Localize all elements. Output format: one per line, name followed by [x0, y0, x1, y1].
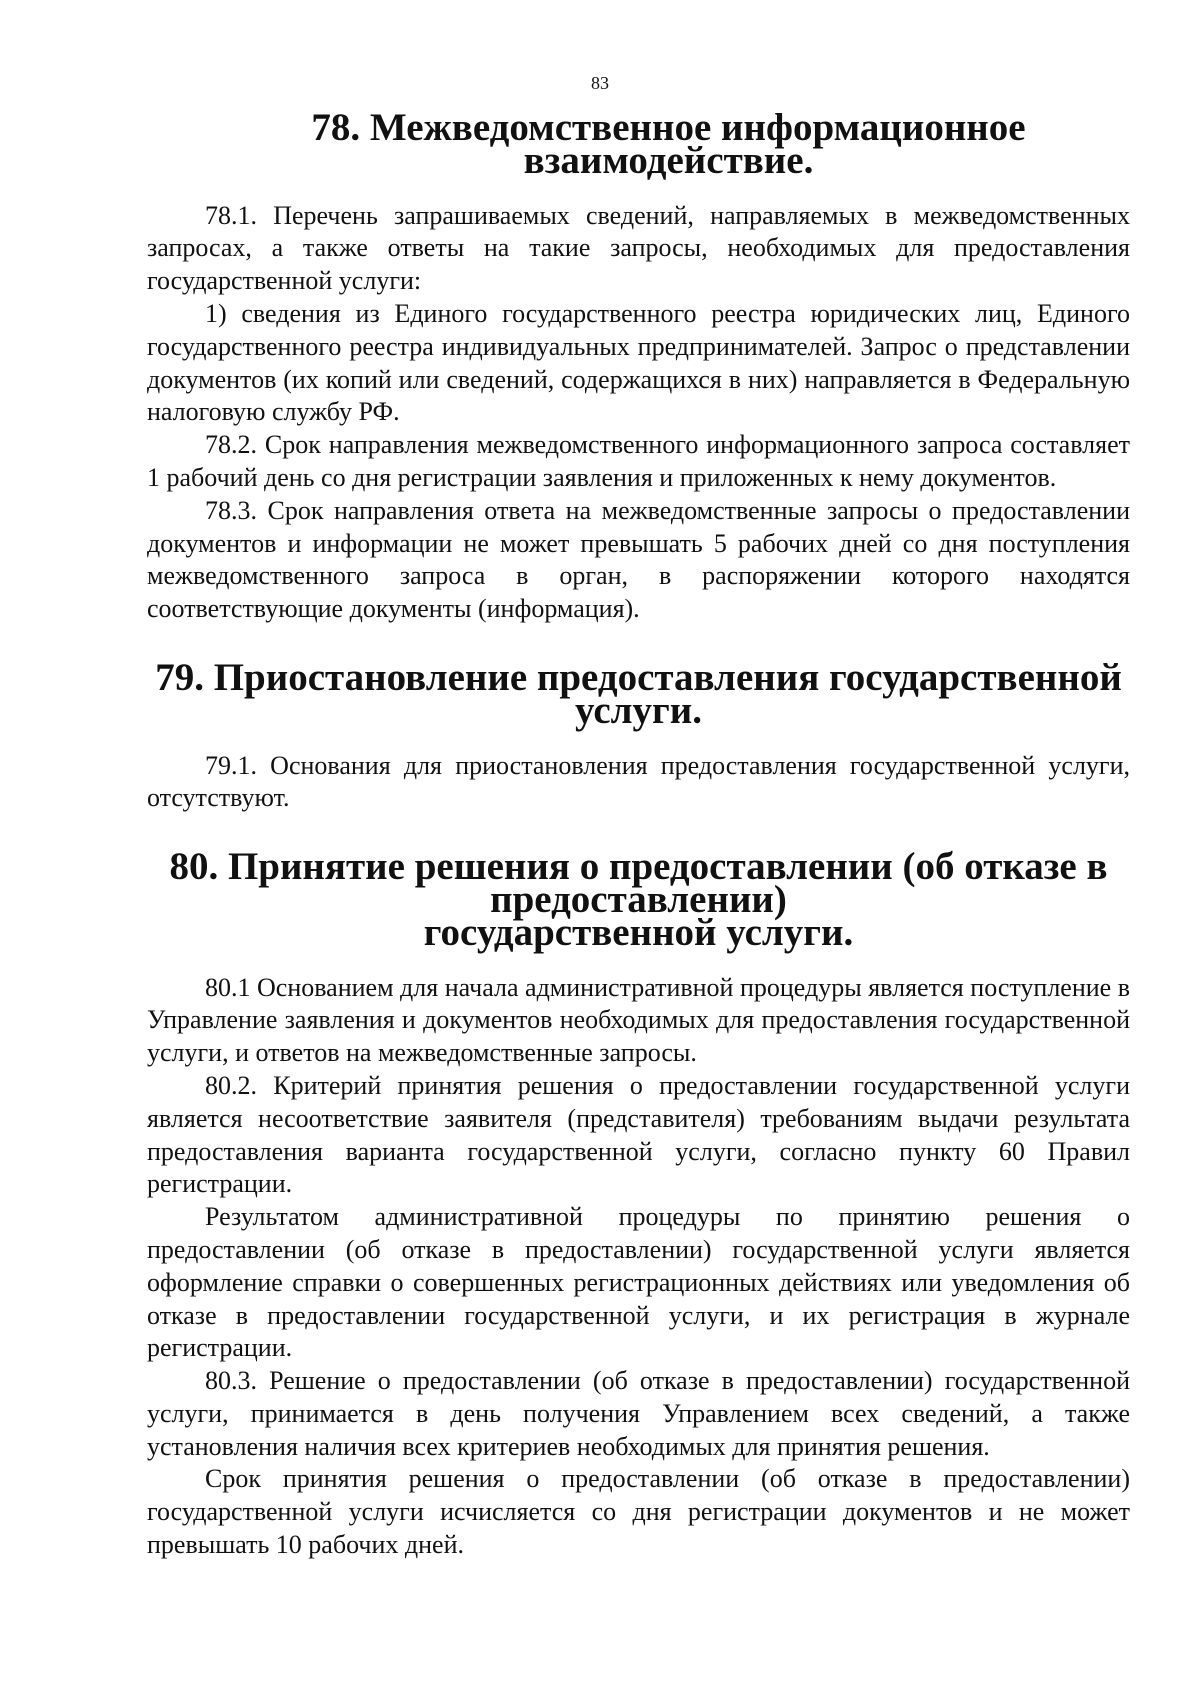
- section-79: [147, 655, 1130, 815]
- section-80: [147, 845, 1130, 1562]
- paragraph-78-2: 78.2. Срок направления межведомственного информационного запроса составляет 1 рабочий день со дня регистрации заявления и приложенных к нему документов.: [147, 430, 1130, 492]
- section-80-title: [147, 845, 1130, 954]
- paragraph-80-3: 80.3. Решение о предоставлении (об отказе в предоставлении) государственной услуги, принимается в день получения Управлением всех сведений, а также установления наличия всех критериев необходимых для принятия решения.: [147, 1366, 1130, 1461]
- section-78-title: 78. Межведомственное информационное взаимодействие.: [311, 106, 1026, 182]
- page-content: [147, 106, 1130, 1562]
- section-80-title-line-1: 80. Принятие решения о предоставлении (об отказе в предоставлении): [169, 845, 1108, 921]
- section-79-title: 79. Приостановление предоставления государственной услуги.: [155, 655, 1122, 732]
- paragraph-80-3-term: Срок принятия решения о предоставлении (об отказе в предоставлении) государственной услуги исчисляется со дня регистрации документов и не может превышать 10 рабочих дней.: [147, 1464, 1130, 1560]
- section-80-title-line-2: государственной услуги.: [423, 910, 854, 954]
- paragraph-80-2-result: Результатом административной процедуры по принятию решения о предоставлении (об отказе в предоставлении) государственной услуги является оформление справки о совершенных регистрационных действиях или уведомления об отказе в предоставлении государственной услуги, и их регистрация в журнале регистрации.: [147, 1202, 1130, 1363]
- paragraph-80-1: 80.1 Основанием для начала административной процедуры является поступление в Управление заявления и документов необходимых для предоставления государственной услуги, и ответов на межведомственные запросы.: [147, 972, 1130, 1068]
- paragraph-78-3: 78.3. Срок направления ответа на межведомственные запросы о предоставлении документов и информации не может превышать 5 рабочих дней со дня поступления межведомственного запроса в орган, в распоряжении которого находятся соответствующие документы (информация).: [147, 495, 1130, 624]
- section-78: [147, 106, 1130, 626]
- paragraph-79-1: 79.1. Основания для приостановления предоставления государственной услуги, отсутствуют.: [147, 750, 1130, 813]
- paragraph-80-2: 80.2. Критерий принятия решения о предоставлении государственной услуги является несоответствие заявителя (представителя) требованиям выдачи результата предоставления варианта государственной услуги, согласно пункту 60 Правил регистрации.: [147, 1070, 1130, 1199]
- page-number: 83: [591, 73, 609, 93]
- paragraph-78-1-item-1: 1) сведения из Единого государственного реестра юридических лиц, Единого государственного реестра индивидуальных предпринимателей. Запрос о представлении документов (их копий или сведений, содержащихся в них) направляется в Федеральную налоговую службу РФ.: [147, 298, 1130, 427]
- paragraph-78-1: 78.1. Перечень запрашиваемых сведений, направляемых в межведомственных запросах, а также ответы на такие запросы, необходимых для предоставления государственной услуги:: [147, 200, 1130, 296]
